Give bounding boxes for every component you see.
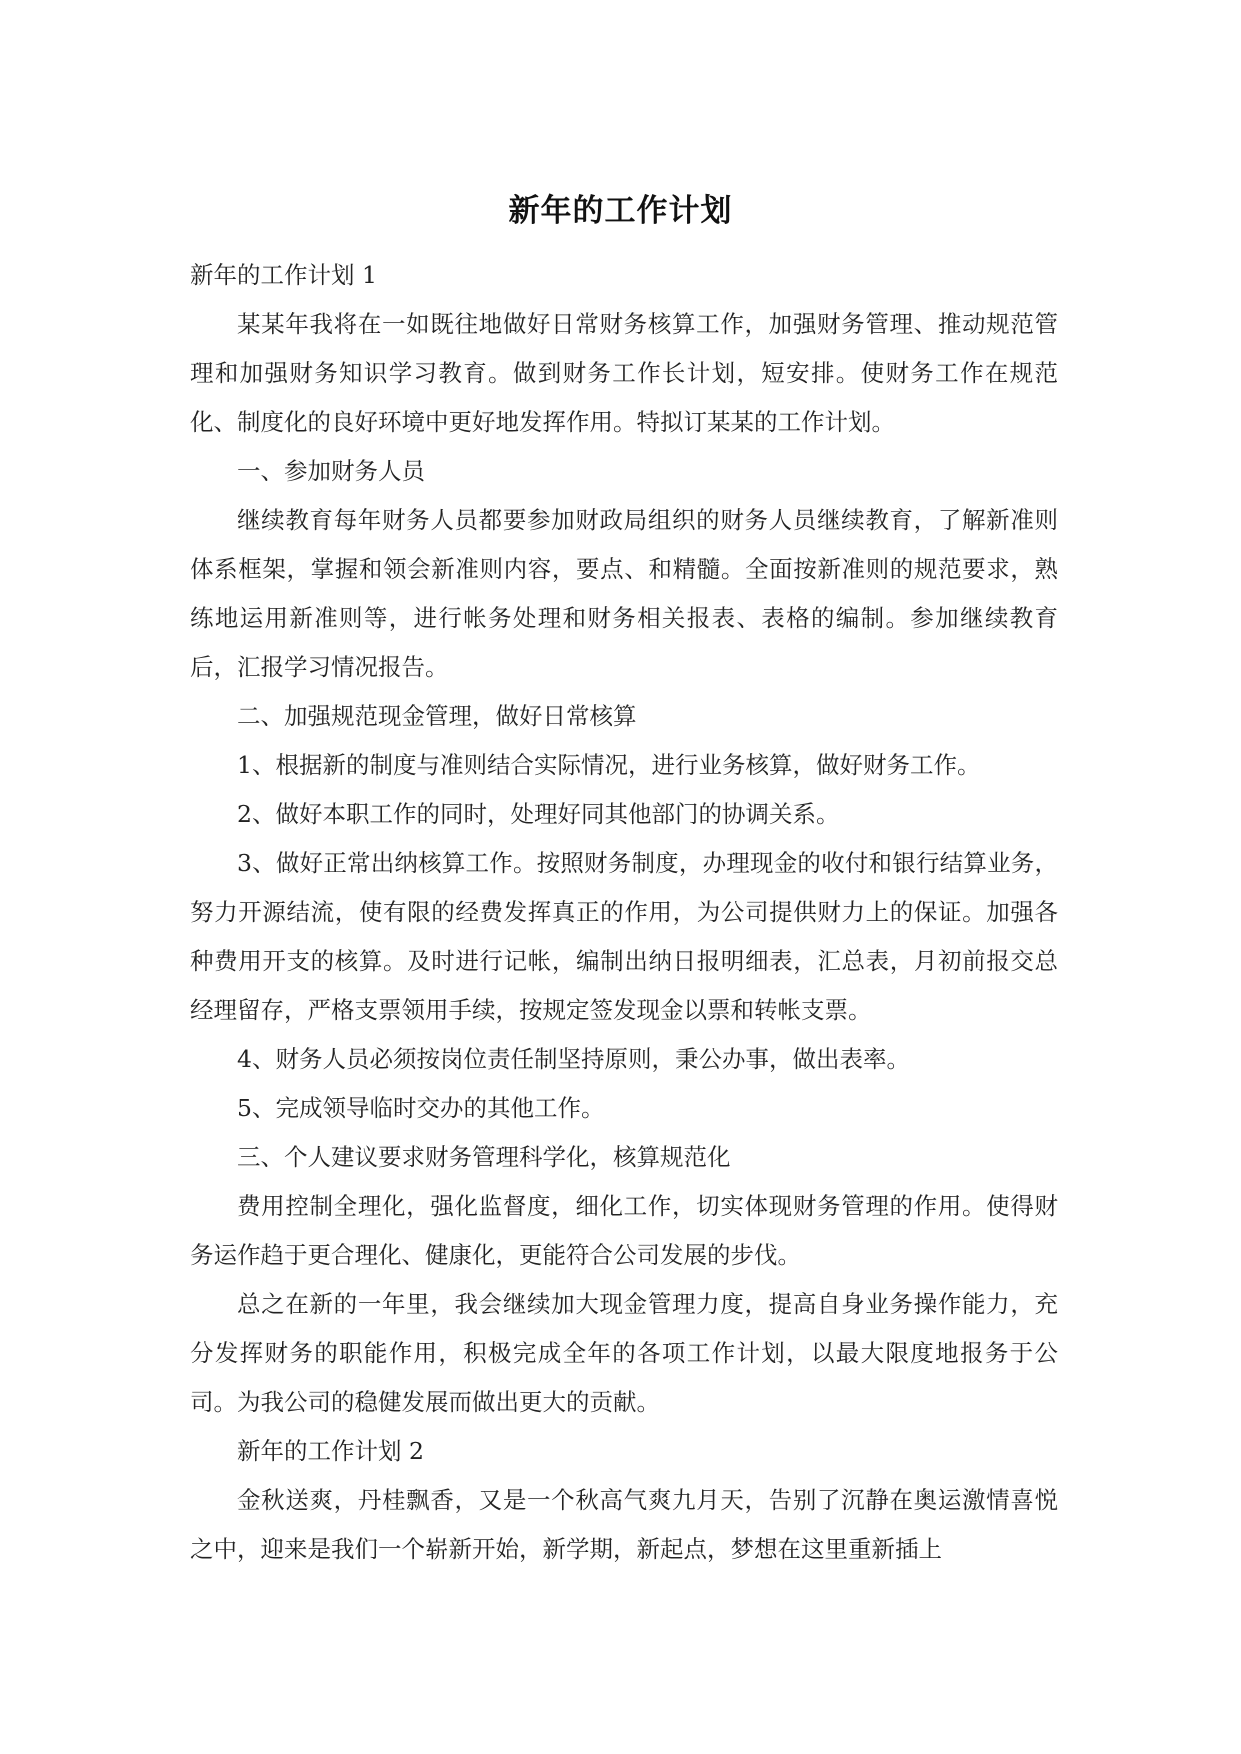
list-item-1: 1、根据新的制度与准则结合实际情况，进行业务核算，做好财务工作。 bbox=[237, 751, 981, 779]
paragraph-conclusion: 总之在新的一年里，我会继续加大现金管理力度，提高自身业务操作能力，充分发挥财务的职能作用，积极完成全年的各项工作计划，以最大限度地报务于公司。为我公司的稳健发展而做出更大的贡献。 bbox=[190, 1290, 1058, 1416]
document-title: 新年的工作计划 bbox=[508, 193, 733, 229]
document-body bbox=[190, 251, 1058, 1574]
list-item-3: 3、做好正常出纳核算工作。按照财务制度，办理现金的收付和银行结算业务，努力开源结流，使有限的经费发挥真正的作用，为公司提供财力上的保证。加强各种费用开支的核算。及时进行记帐，编制出纳日报明细表，汇总表，月初前报交总经理留存，严格支票领用手续，按规定签发现金以票和转帐支票。 bbox=[190, 849, 1058, 1024]
subheading-2: 二、加强规范现金管理，做好日常核算 bbox=[237, 702, 637, 730]
section-heading-plan-1: 新年的工作计划 1 bbox=[190, 261, 377, 289]
section-heading-plan-2: 新年的工作计划 2 bbox=[237, 1437, 424, 1465]
paragraph-cost-control: 费用控制全理化，强化监督度，细化工作，切实体现财务管理的作用。使得财务运作趋于更合理化、健康化，更能符合公司发展的步伐。 bbox=[190, 1192, 1058, 1269]
list-item-2: 2、做好本职工作的同时，处理好同其他部门的协调关系。 bbox=[237, 800, 840, 828]
paragraph-intro: 某某年我将在一如既往地做好日常财务核算工作，加强财务管理、推动规范管理和加强财务知识学习教育。做到财务工作长计划，短安排。使财务工作在规范化、制度化的良好环境中更好地发挥作用。特拟订某某的工作计划。 bbox=[190, 310, 1058, 436]
paragraph-continuing-education: 继续教育每年财务人员都要参加财政局组织的财务人员继续教育，了解新准则体系框架，掌握和领会新准则内容，要点、和精髓。全面按新准则的规范要求，熟练地运用新准则等，进行帐务处理和财务相关报表、表格的编制。参加继续教育后，汇报学习情况报告。 bbox=[190, 506, 1058, 681]
subheading-3: 三、个人建议要求财务管理科学化，核算规范化 bbox=[237, 1143, 731, 1171]
paragraph-plan-2-intro: 金秋送爽，丹桂飘香，又是一个秋高气爽九月天，告别了沉静在奥运激情喜悦之中，迎来是我们一个崭新开始，新学期，新起点，梦想在这里重新插上 bbox=[190, 1486, 1058, 1563]
subheading-1: 一、参加财务人员 bbox=[237, 457, 425, 485]
list-item-5: 5、完成领导临时交办的其他工作。 bbox=[237, 1094, 605, 1122]
list-item-4: 4、财务人员必须按岗位责任制坚持原则，秉公办事，做出表率。 bbox=[237, 1045, 910, 1073]
